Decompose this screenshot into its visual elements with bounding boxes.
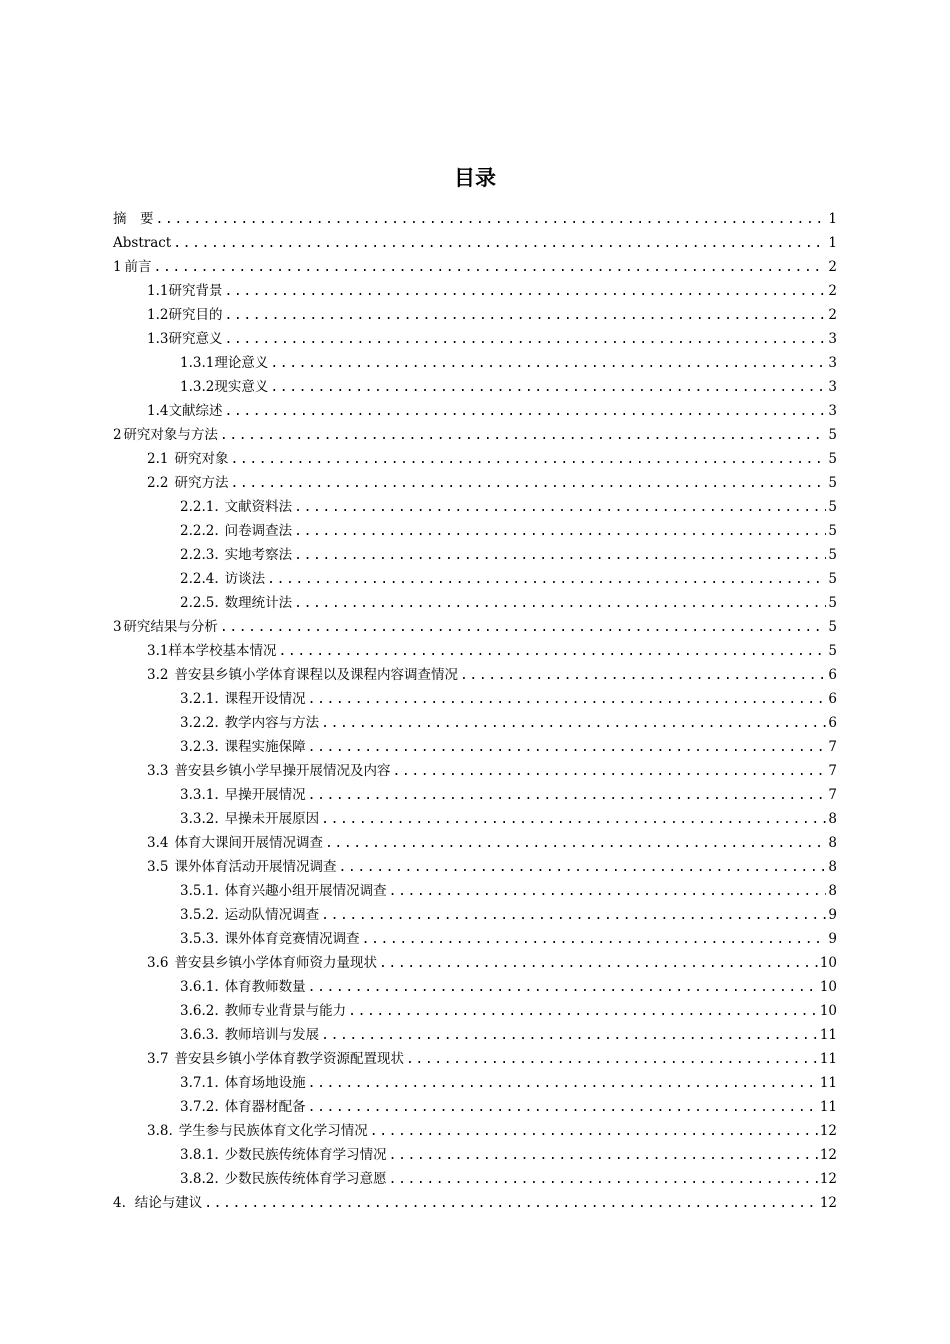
toc-dot-leader bbox=[370, 1120, 818, 1144]
toc-entry-page-number: 7 bbox=[828, 739, 837, 755]
toc-entry-number: 3.3.2. bbox=[180, 811, 219, 827]
toc-entry[interactable] bbox=[113, 207, 837, 231]
toc-entry[interactable] bbox=[113, 447, 837, 471]
toc-entry-title: 课外体育竞赛情况调查 bbox=[224, 931, 360, 947]
toc-entry-number: 1.4 bbox=[147, 403, 169, 419]
toc-entry[interactable] bbox=[113, 639, 837, 663]
toc-entry-page-number: 12 bbox=[819, 1123, 837, 1139]
toc-entry[interactable] bbox=[113, 1023, 837, 1047]
toc-entry-title: 研究意义 bbox=[168, 331, 223, 347]
toc-entry[interactable] bbox=[113, 471, 837, 495]
toc-entry-number: 1.2 bbox=[147, 307, 169, 323]
toc-entry-title: 访谈法 bbox=[224, 571, 266, 587]
toc-entry-title: 文献综述 bbox=[168, 403, 223, 419]
toc-entry[interactable] bbox=[113, 375, 837, 399]
toc-entry-page-number: 2 bbox=[828, 307, 837, 323]
toc-dot-leader bbox=[321, 904, 826, 928]
toc-dot-leader bbox=[308, 784, 827, 808]
toc-entry-title: 结论与建议 bbox=[134, 1195, 203, 1211]
toc-entry-number: 1.3 bbox=[147, 331, 169, 347]
toc-entry-page-number: 8 bbox=[828, 859, 837, 875]
toc-entry[interactable] bbox=[113, 423, 837, 447]
toc-entry-title: 摘 要 bbox=[113, 211, 154, 227]
toc-entry-title: 数理统计法 bbox=[224, 595, 293, 611]
toc-entry-page-number: 7 bbox=[828, 763, 837, 779]
toc-dot-leader bbox=[460, 664, 826, 688]
toc-entry-title: 课外体育活动开展情况调查 bbox=[174, 859, 337, 875]
toc-dot-leader bbox=[362, 928, 827, 952]
toc-dot-leader bbox=[267, 568, 826, 592]
toc-entry-title: 普安县乡镇小学体育课程以及课程内容调查情况 bbox=[174, 667, 458, 683]
toc-entry-title: 前言 bbox=[124, 259, 152, 275]
toc-entry[interactable] bbox=[113, 279, 837, 303]
toc-entry-page-number: 12 bbox=[819, 1171, 837, 1187]
toc-entry-page-number: 5 bbox=[828, 451, 837, 467]
toc-entry-page-number: 6 bbox=[828, 715, 837, 731]
toc-entry-number: 2 bbox=[113, 427, 122, 443]
toc-entry-number: 3.6.2. bbox=[180, 1003, 219, 1019]
toc-entry-title: Abstract bbox=[113, 235, 172, 251]
toc-entry-number: 3.7.2. bbox=[180, 1099, 219, 1115]
toc-entry-title: 问卷调查法 bbox=[224, 523, 293, 539]
toc-entry-number: 3.6 bbox=[147, 955, 169, 971]
toc-entry-number: 2.2.3. bbox=[180, 547, 219, 563]
toc-entry-number: 2.2.2. bbox=[180, 523, 219, 539]
toc-entry-page-number: 11 bbox=[819, 1027, 837, 1043]
toc-entry-title: 课程开设情况 bbox=[224, 691, 306, 707]
toc-entry-page-number: 5 bbox=[828, 571, 837, 587]
toc-entry-title: 早操未开展原因 bbox=[224, 811, 320, 827]
toc-dot-leader bbox=[338, 856, 826, 880]
toc-entry-number: 2.1 bbox=[147, 451, 169, 467]
toc-entry[interactable] bbox=[113, 591, 837, 615]
toc-entry-title: 文献资料法 bbox=[224, 499, 293, 515]
toc-entry[interactable] bbox=[113, 1143, 837, 1167]
toc-entry[interactable] bbox=[113, 495, 837, 519]
toc-entry-page-number: 5 bbox=[828, 475, 837, 491]
toc-entry-page-number: 9 bbox=[828, 931, 837, 947]
toc-entry-page-number: 12 bbox=[819, 1147, 837, 1163]
toc-dot-leader bbox=[173, 232, 826, 256]
toc-dot-leader bbox=[406, 1048, 818, 1072]
toc-entry-number: 2.2.4. bbox=[180, 571, 219, 587]
toc-entry[interactable] bbox=[113, 351, 837, 375]
toc-entry[interactable] bbox=[113, 1095, 837, 1119]
toc-entry[interactable] bbox=[113, 567, 837, 591]
toc-entry-title: 普安县乡镇小学早操开展情况及内容 bbox=[174, 763, 391, 779]
toc-entry-page-number: 11 bbox=[819, 1075, 837, 1091]
toc-entry-page-number: 3 bbox=[828, 355, 837, 371]
toc-dot-leader bbox=[156, 208, 827, 232]
toc-entry[interactable] bbox=[113, 663, 837, 687]
toc-entry-title: 研究背景 bbox=[168, 283, 223, 299]
toc-entry-number: 3.5 bbox=[147, 859, 169, 875]
toc-entry[interactable] bbox=[113, 759, 837, 783]
toc-entry-page-number: 5 bbox=[828, 547, 837, 563]
toc-entry-page-number: 6 bbox=[828, 691, 837, 707]
toc-entry[interactable] bbox=[113, 1191, 837, 1215]
toc-dot-leader bbox=[389, 1168, 818, 1192]
toc-entry-title: 现实意义 bbox=[214, 379, 269, 395]
toc-entry-page-number: 7 bbox=[828, 787, 837, 803]
toc-dot-leader bbox=[325, 832, 826, 856]
toc-dot-leader bbox=[220, 424, 827, 448]
toc-entry-page-number: 11 bbox=[819, 1099, 837, 1115]
toc-dot-leader bbox=[321, 808, 826, 832]
toc-entry-page-number: 1 bbox=[828, 235, 837, 251]
toc-dot-leader bbox=[308, 976, 818, 1000]
toc-entry-number: 3.5.1. bbox=[180, 883, 219, 899]
toc-dot-leader bbox=[392, 760, 826, 784]
toc-dot-leader bbox=[278, 640, 826, 664]
toc-entry-title: 样本学校基本情况 bbox=[168, 643, 277, 659]
toc-entry-title: 课程实施保障 bbox=[224, 739, 306, 755]
toc-entry-page-number: 6 bbox=[828, 667, 837, 683]
toc-entry-page-number: 3 bbox=[828, 403, 837, 419]
toc-entry-title: 理论意义 bbox=[214, 355, 269, 371]
toc-entry-page-number: 10 bbox=[819, 979, 837, 995]
toc-entry-page-number: 5 bbox=[828, 523, 837, 539]
toc-dot-leader bbox=[308, 1096, 818, 1120]
toc-entry-page-number: 11 bbox=[819, 1051, 837, 1067]
toc-dot-leader bbox=[220, 616, 827, 640]
toc-entry-page-number: 5 bbox=[828, 427, 837, 443]
toc-entry-title: 普安县乡镇小学体育教学资源配置现状 bbox=[174, 1051, 404, 1067]
toc-entry[interactable] bbox=[113, 687, 837, 711]
toc-entry-page-number: 5 bbox=[828, 643, 837, 659]
toc-dot-leader bbox=[294, 496, 826, 520]
toc-dot-leader bbox=[294, 592, 826, 616]
toc-entry-number: 3.2 bbox=[147, 667, 169, 683]
toc-entry[interactable] bbox=[113, 1071, 837, 1095]
toc-entry[interactable] bbox=[113, 327, 837, 351]
toc-entry[interactable] bbox=[113, 831, 837, 855]
toc-entry[interactable] bbox=[113, 879, 837, 903]
toc-entry[interactable] bbox=[113, 951, 837, 975]
toc-entry-page-number: 2 bbox=[828, 283, 837, 299]
toc-entry-title: 研究对象与方法 bbox=[123, 427, 218, 443]
toc-dot-leader bbox=[224, 304, 826, 328]
toc-entry[interactable] bbox=[113, 1119, 837, 1143]
toc-entry[interactable] bbox=[113, 783, 837, 807]
toc-entry[interactable] bbox=[113, 927, 837, 951]
toc-dot-leader bbox=[389, 1144, 818, 1168]
toc-entry-number: 1.3.2 bbox=[180, 379, 215, 395]
toc-entry[interactable] bbox=[113, 399, 837, 423]
toc-entry-title: 实地考察法 bbox=[224, 547, 293, 563]
toc-entry-title: 体育兴趣小组开展情况调查 bbox=[224, 883, 387, 899]
toc-entry-number: 3.4 bbox=[147, 835, 169, 851]
toc-entry-title: 早操开展情况 bbox=[224, 787, 306, 803]
toc-entry-title: 学生参与民族体育文化学习情况 bbox=[178, 1123, 368, 1139]
toc-entry[interactable] bbox=[113, 303, 837, 327]
toc-entry-number: 3.6.3. bbox=[180, 1027, 219, 1043]
toc-entry-title: 教师培训与发展 bbox=[224, 1027, 320, 1043]
toc-entry[interactable] bbox=[113, 255, 837, 279]
toc-entry-page-number: 10 bbox=[819, 955, 837, 971]
toc-entry[interactable] bbox=[113, 231, 837, 255]
toc-entry-title: 研究目的 bbox=[168, 307, 223, 323]
toc-entry-title: 教师专业背景与能力 bbox=[224, 1003, 347, 1019]
toc-dot-leader bbox=[308, 688, 827, 712]
toc-entry-page-number: 5 bbox=[828, 595, 837, 611]
toc-dot-leader bbox=[308, 736, 827, 760]
toc-entry-title: 研究对象 bbox=[174, 451, 229, 467]
toc-entry-number: 2.2 bbox=[147, 475, 169, 491]
toc-entry-number: 3.3.1. bbox=[180, 787, 219, 803]
toc-entry-title: 研究结果与分析 bbox=[123, 619, 218, 635]
toc-entry-number: 3.6.1. bbox=[180, 979, 219, 995]
toc-entry-number: 3.5.2. bbox=[180, 907, 219, 923]
toc-entry-number: 1 bbox=[113, 259, 122, 275]
toc-entry[interactable] bbox=[113, 903, 837, 927]
toc-dot-leader bbox=[379, 952, 818, 976]
toc-dot-leader bbox=[230, 448, 826, 472]
toc-dot-leader bbox=[224, 400, 826, 424]
page-title: 目录 bbox=[454, 166, 496, 190]
toc-entry-title: 体育大课间开展情况调查 bbox=[174, 835, 323, 851]
toc-entry-title: 教学内容与方法 bbox=[224, 715, 320, 731]
toc-dot-leader bbox=[204, 1192, 818, 1216]
toc-entry-page-number: 5 bbox=[828, 499, 837, 515]
toc-dot-leader bbox=[294, 520, 826, 544]
toc-entry[interactable] bbox=[113, 855, 837, 879]
toc-entry-title: 少数民族传统体育学习意愿 bbox=[224, 1171, 387, 1187]
toc-entry[interactable] bbox=[113, 807, 837, 831]
toc-entry-page-number: 9 bbox=[828, 907, 837, 923]
toc-dot-leader bbox=[294, 544, 826, 568]
toc-entry[interactable] bbox=[113, 735, 837, 759]
toc-entry-number: 3.8.2. bbox=[180, 1171, 219, 1187]
toc-dot-leader bbox=[270, 352, 826, 376]
toc-dot-leader bbox=[154, 256, 827, 280]
toc-entry[interactable] bbox=[113, 1167, 837, 1191]
toc-entry-page-number: 1 bbox=[828, 211, 837, 227]
toc-entry-number: 3 bbox=[113, 619, 122, 635]
toc-entry-number: 2.2.5. bbox=[180, 595, 219, 611]
toc-entry-page-number: 8 bbox=[828, 811, 837, 827]
toc-dot-leader bbox=[230, 472, 826, 496]
toc-entry[interactable] bbox=[113, 519, 837, 543]
toc-entry-number: 2.2.1. bbox=[180, 499, 219, 515]
toc-entry-number: 3.3 bbox=[147, 763, 169, 779]
toc-entry-number: 3.2.2. bbox=[180, 715, 219, 731]
toc-entry[interactable] bbox=[113, 543, 837, 567]
toc-entry-number: 3.7 bbox=[147, 1051, 169, 1067]
toc-dot-leader bbox=[270, 376, 826, 400]
toc-entry-page-number: 3 bbox=[828, 331, 837, 347]
toc-entry-page-number: 12 bbox=[819, 1195, 837, 1211]
toc-entry-title: 体育器材配备 bbox=[224, 1099, 306, 1115]
toc-entry-number: 3.7.1. bbox=[180, 1075, 219, 1091]
toc-entry-page-number: 8 bbox=[828, 883, 837, 899]
toc-entry[interactable] bbox=[113, 615, 837, 639]
toc-dot-leader bbox=[224, 328, 826, 352]
toc-entry[interactable] bbox=[113, 711, 837, 735]
toc-entry-number: 1.3.1 bbox=[180, 355, 215, 371]
toc-entry-number: 3.2.3. bbox=[180, 739, 219, 755]
toc-entry-title: 普安县乡镇小学体育师资力量现状 bbox=[174, 955, 377, 971]
toc-dot-leader bbox=[389, 880, 827, 904]
toc-entry-title: 研究方法 bbox=[174, 475, 229, 491]
toc-entry-number: 3.2.1. bbox=[180, 691, 219, 707]
toc-entry-page-number: 3 bbox=[828, 379, 837, 395]
toc-entry-page-number: 8 bbox=[828, 835, 837, 851]
toc-entry[interactable] bbox=[113, 1047, 837, 1071]
toc-entry-title: 体育场地设施 bbox=[224, 1075, 306, 1091]
toc-entry-number: 1.1 bbox=[147, 283, 169, 299]
toc-entry[interactable] bbox=[113, 975, 837, 999]
toc-entry-title: 少数民族传统体育学习情况 bbox=[224, 1147, 387, 1163]
toc-entry-number: 3.1 bbox=[147, 643, 169, 659]
toc-entry-page-number: 2 bbox=[828, 259, 837, 275]
toc-dot-leader bbox=[348, 1000, 818, 1024]
toc-entry-number: 3.8. bbox=[147, 1123, 173, 1139]
toc-dot-leader bbox=[224, 280, 826, 304]
toc-entry-page-number: 5 bbox=[828, 619, 837, 635]
toc-entry-number: 3.5.3. bbox=[180, 931, 219, 947]
toc-entry-title: 运动队情况调查 bbox=[224, 907, 320, 923]
toc-dot-leader bbox=[321, 1024, 818, 1048]
toc-entry-number: 3.8.1. bbox=[180, 1147, 219, 1163]
table-of-contents bbox=[113, 207, 837, 1215]
toc-entry-number: 4. bbox=[113, 1195, 126, 1211]
toc-entry[interactable] bbox=[113, 999, 837, 1023]
toc-entry-title: 体育教师数量 bbox=[224, 979, 306, 995]
toc-dot-leader bbox=[308, 1072, 818, 1096]
toc-entry-page-number: 10 bbox=[819, 1003, 837, 1019]
toc-dot-leader bbox=[321, 712, 826, 736]
